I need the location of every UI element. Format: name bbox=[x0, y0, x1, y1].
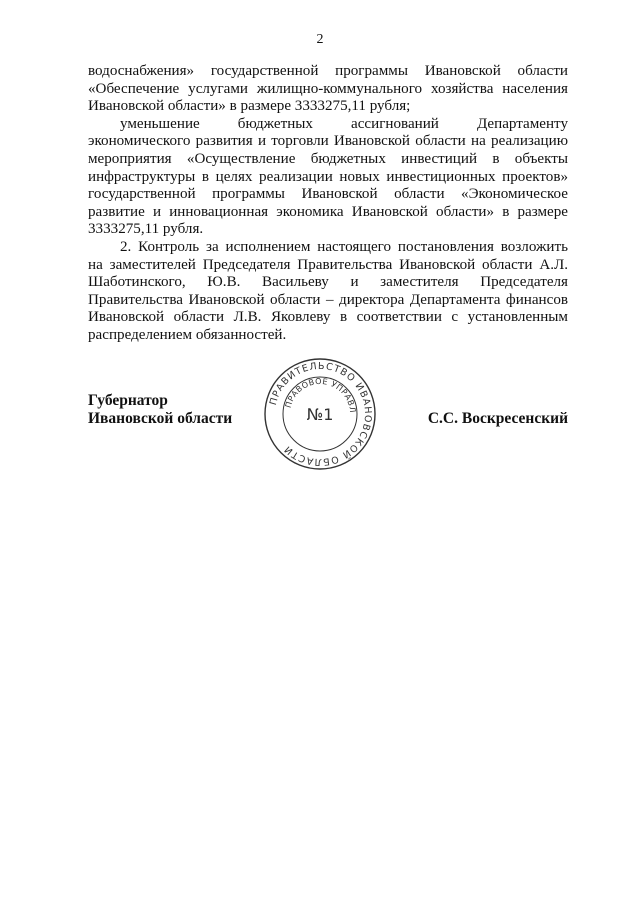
signature-title-line1: Губернатор bbox=[88, 392, 168, 409]
paragraph-continuation: водоснабжения» государственной программы Ивановской области «Обеспечение услугами жилищно-коммунального хозяйства населения Ивановской области» в размере 3333275,11 рубля; bbox=[88, 63, 568, 115]
signature-title bbox=[88, 392, 232, 428]
signature-name: С.С. Воскресенский bbox=[427, 410, 568, 427]
seal-stamp bbox=[262, 356, 378, 472]
page-number: 2 bbox=[316, 32, 324, 47]
paragraph-control: 2. Контроль за исполнением настоящего постановления возложить на заместителей Председателя Правительства Ивановской области А.Л. Шаботинского, Ю.В. Васильеву и заместителя Председателя Правительства Ивановской области – директора Департамента финансов Ивановской области Л.В. Яковлеву в соответствии с установленным распределением обязанностей. bbox=[88, 238, 568, 343]
seal-inner-text: ПРАВОВОЕ УПРАВЛ bbox=[283, 376, 358, 414]
signature-title-line2: Ивановской области bbox=[88, 410, 233, 427]
paragraph-budget-reduction: уменьшение бюджетных ассигнований Департаменту экономического развития и торговли Ивановской области на реализацию мероприятия «Осуществление бюджетных инвестиций в объекты инфраструктуры в целях реализации новых инвестиционных проектов» государственной программы Ивановской области «Экономическое развитие и инновационная экономика Ивановской области» в размере 3333275,11 рубля. bbox=[88, 115, 568, 238]
official-seal bbox=[262, 356, 378, 472]
seal-outer-text: ПРАВИТЕЛЬСТВО ИВАНОВСКОЙ ОБЛАСТИ bbox=[267, 360, 374, 468]
seal-number: №1 bbox=[306, 405, 334, 424]
document-body bbox=[88, 63, 568, 345]
